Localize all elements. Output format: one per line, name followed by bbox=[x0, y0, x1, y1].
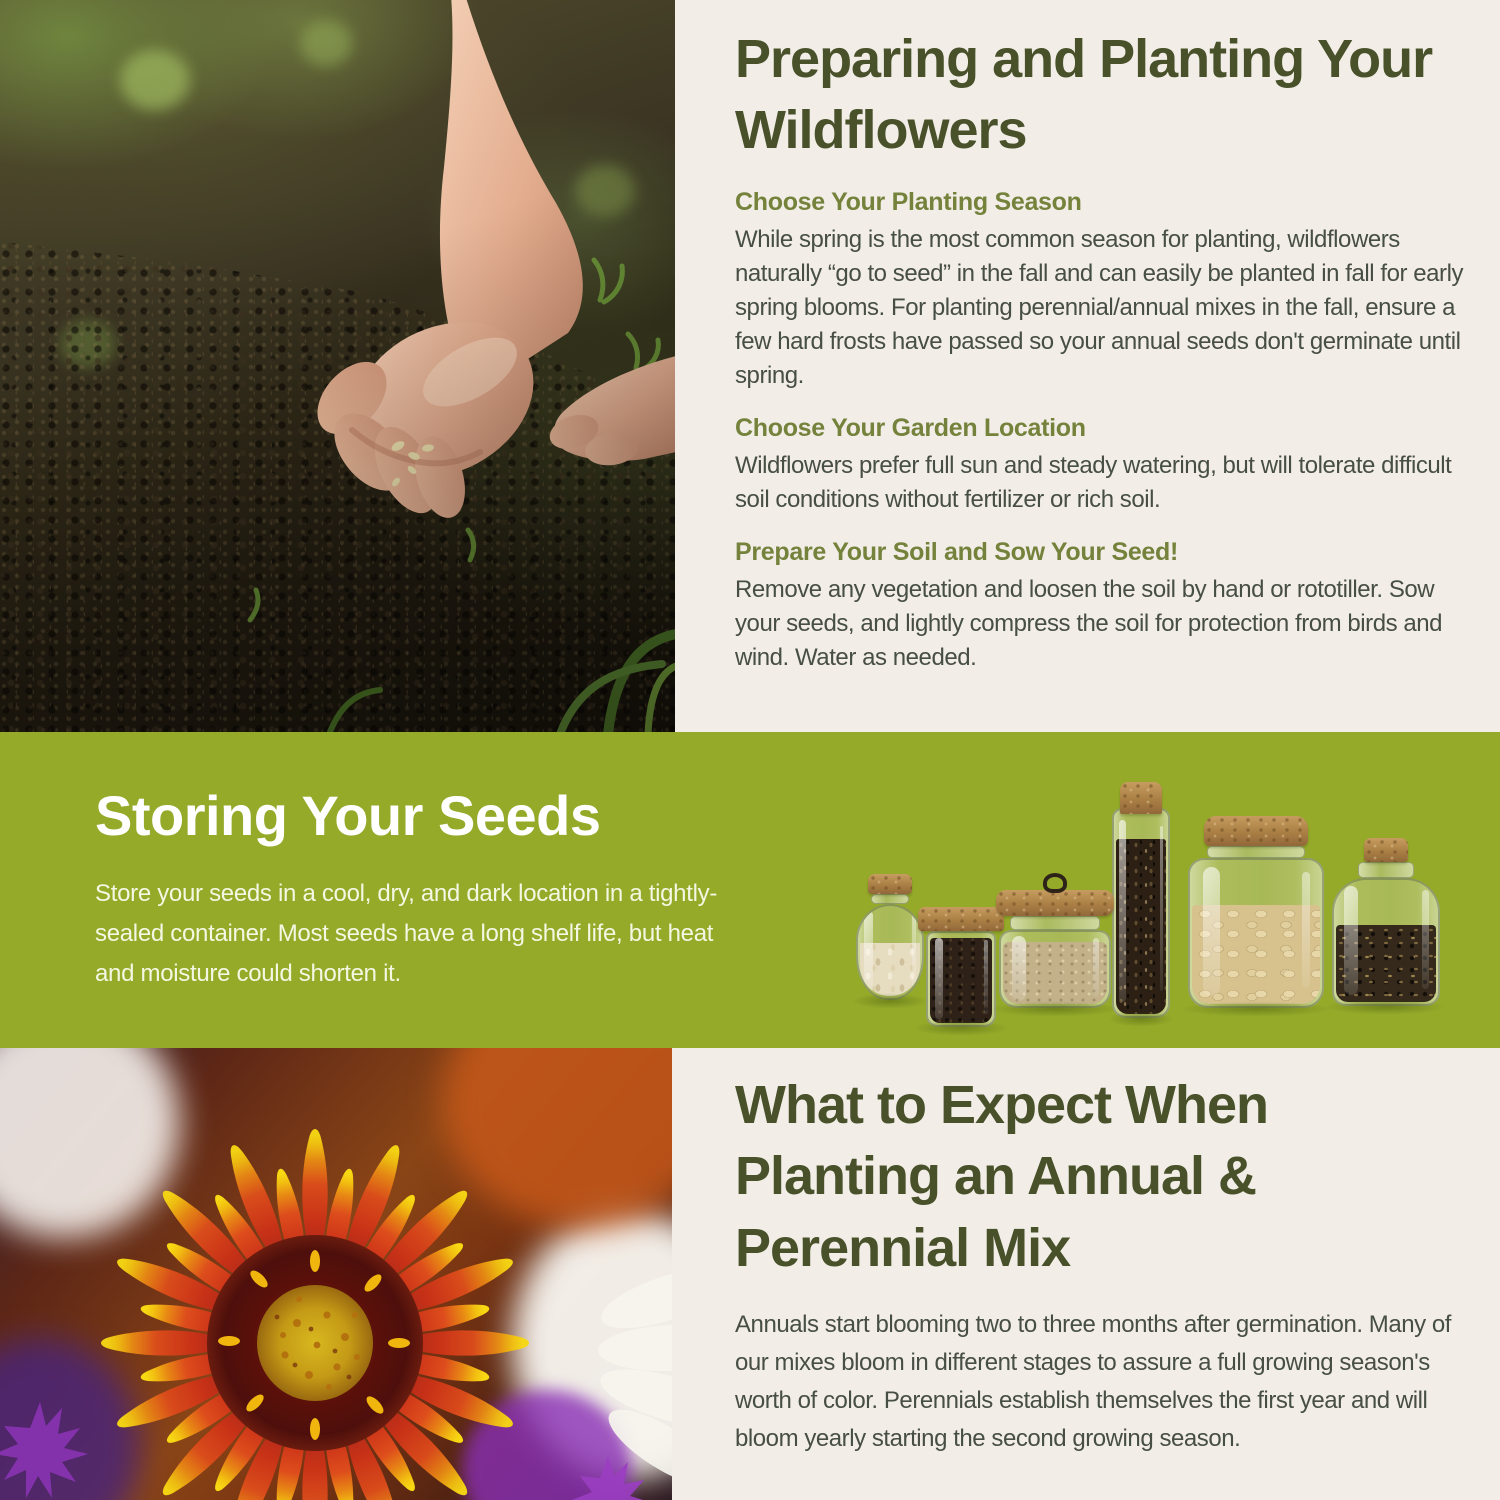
blanket-flower-illustration bbox=[0, 1048, 672, 1500]
subsection-body: Wildflowers prefer full sun and steady watering, but will tolerate difficult soil conditions without fertilizer or rich soil. bbox=[735, 451, 1452, 513]
expect-body: Annuals start blooming two to three months after germination. Many of our mixes bloom in different stages to assure a full growing season's worth of color. Perennials establish themselves the first year and will bloom yearly starting the second growing season. bbox=[735, 1310, 1451, 1452]
section-storing bbox=[0, 732, 1500, 1048]
subsection-heading: Choose Your Garden Location bbox=[735, 413, 1086, 442]
seed-jar-pumpkin bbox=[1188, 816, 1324, 1008]
photo-vignette bbox=[0, 0, 675, 732]
seed-jar-tall-tube bbox=[1112, 782, 1170, 1018]
section-preparing bbox=[675, 0, 1500, 732]
preparing-title: Preparing and Planting Your Wildflowers bbox=[735, 29, 1433, 161]
storing-body: Store your seeds in a cool, dry, and dark location in a tightly-sealed container. Most seeds have a long shelf life, but heat and moisture could shorten it. bbox=[95, 880, 718, 987]
photo-seed-jars bbox=[0, 732, 1500, 1048]
photo-planting-hands bbox=[0, 0, 675, 732]
section-expect bbox=[672, 1048, 1500, 1500]
seed-jar-tan bbox=[996, 873, 1114, 1008]
preparing-subsection bbox=[735, 188, 1500, 393]
subsection-body: While spring is the most common season for planting, wildflowers naturally “go to seed” in the fall and can easily be planted in fall for early spring blooms. For planting perennial/annual mixes in the fall, ensure a few hard frosts have passed so your annual seeds don't germinate until spring. bbox=[735, 225, 1464, 389]
subsection-heading: Choose Your Planting Season bbox=[735, 187, 1082, 216]
subsection-body: Remove any vegetation and loosen the soil by hand or rototiller. Sow your seeds, and lightly compress the soil for protection from birds and wind. Water as needed. bbox=[735, 576, 1443, 672]
preparing-subsection bbox=[735, 414, 1500, 517]
storing-title: Storing Your Seeds bbox=[95, 784, 601, 847]
subsection-heading: Prepare Your Soil and Sow Your Seed! bbox=[735, 538, 1179, 567]
photo-blanket-flower bbox=[0, 1048, 672, 1500]
seed-jar-mixed bbox=[1332, 838, 1440, 1006]
seed-jar-beans bbox=[856, 874, 924, 1000]
expect-title: What to Expect When Planting an Annual & Perennial Mix bbox=[735, 1075, 1268, 1278]
preparing-subsection bbox=[735, 538, 1500, 675]
